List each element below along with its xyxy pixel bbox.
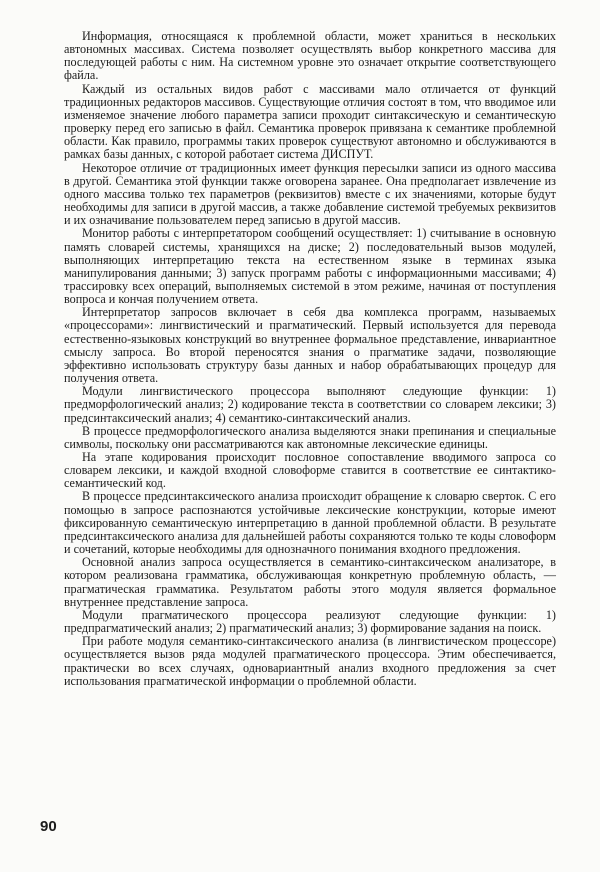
paragraph-2: Каждый из остальных видов работ с массивами мало отличается от функций традиционных редакторов массивов. Существующие отличия состоят в том, что вводимое или изменяемое значение любого параметра записи проходит синтаксическую и семантическую проверку перед его записью в файл. Семантика проверок привязана к семантике проблемной области. Как правило, программы таких проверок существуют автономно и обслуживаются в рамках базы данных, с которой работает система ДИСПУТ. [64, 81, 556, 162]
paragraph-1: Информация, относящаяся к проблемной области, может храниться в нескольких автономных массивах. Система позволяет осуществлять выбор конкретного массива для последующей работы с ним. На системном уровне это означает открытие соответствующего файла. [64, 29, 556, 83]
paragraph-6: Модули лингвистического процессора выполняют следующие функции: 1) предморфологический анализ; 2) кодирование текста в соответствии со словарем лексики; 3) предсинтаксический анализ; 4) семантико-синтаксический анализ. [64, 384, 556, 425]
paragraph-8: На этапе кодирования происходит пословное сопоставление вводимого запроса со словарем лексики, и каждой входной словоформе ставится в соответствие ее синтактико-семантический код. [64, 450, 556, 491]
body-text [64, 30, 556, 688]
paragraph-10: Основной анализ запроса осуществляется в семантико-синтаксическом анализаторе, в котором реализована грамматика, обслуживающая конкретную проблемную область, — прагматическая грамматика. Результатом работы этого модуля является формальное внутреннее представление запроса. [64, 555, 556, 609]
paragraph-7: В процессе предморфологического анализа выделяются знаки препинания и специальные символы, поскольку они рассматриваются как автономные лексические единицы. [64, 423, 556, 451]
paragraph-11: Модули прагматического процессора реализуют следующие функции: 1) предпрагматический анализ; 2) прагматический анализ; 3) формирование задания на поиск. [64, 607, 556, 636]
paragraph-3: Некоторое отличие от традиционных имеет функция пересылки записи из одного массива в другой. Семантика этой функции также оговорена заранее. Она предполагает извлечение из одного массива только тех параметров (реквизитов) вместе с их значениями, которые будут необходимы для записи в другой массив, а также добавление системой требуемых реквизитов и их означивание пользователем перед записью в другой массив. [64, 160, 556, 228]
paragraph-9: В процессе предсинтаксического анализа происходит обращение к словарю сверток. С его помощью в запросе распознаются устойчивые лексические конструкции, которые имеют фиксированную семантическую интерпретацию в данной проблемной области. В результате предсинтаксического анализа для дальнейшей работы сохраняются только те коды словоформ и сочетаний, которые необходимы для однозначного понимания входного предложения. [64, 489, 556, 557]
paragraph-4: Монитор работы с интерпретатором сообщений осуществляет: 1) считывание в основную память словарей системы, хранящихся на диске; 2) последовательный вызов модулей, выполняющих интерпретацию текста на естественном языке в терминах языка манипулирования данными; 3) запуск программ работы с информационными массивами; 4) трассировку всех операций, выполняемых системой в этом режиме, начиная от поступления вопроса и кончая получением ответа. [64, 226, 556, 307]
paragraph-5: Интерпретатор запросов включает в себя два комплекса программ, называемых «процессорами»: лингвистический и прагматический. Первый используется для перевода естественно-языковых конструкций во внутреннее формальное представление, инвариантное смыслу запроса. Во второй переносятся знания о прагматике задачи, позволяющие эффективно использовать структуру базы данных и набор обрабатывающих процедур для получения ответа. [64, 305, 556, 386]
page-number: 90 [40, 818, 57, 835]
paragraph-12: При работе модуля семантико-синтаксического анализа (в лингвистическом процессоре) осуществляется вызов ряда модулей прагматического процессора. Этим обеспечивается, практически во всех случаях, одновариантный анализ входного предложения за счет использования прагматической информации о проблемной области. [64, 634, 556, 688]
